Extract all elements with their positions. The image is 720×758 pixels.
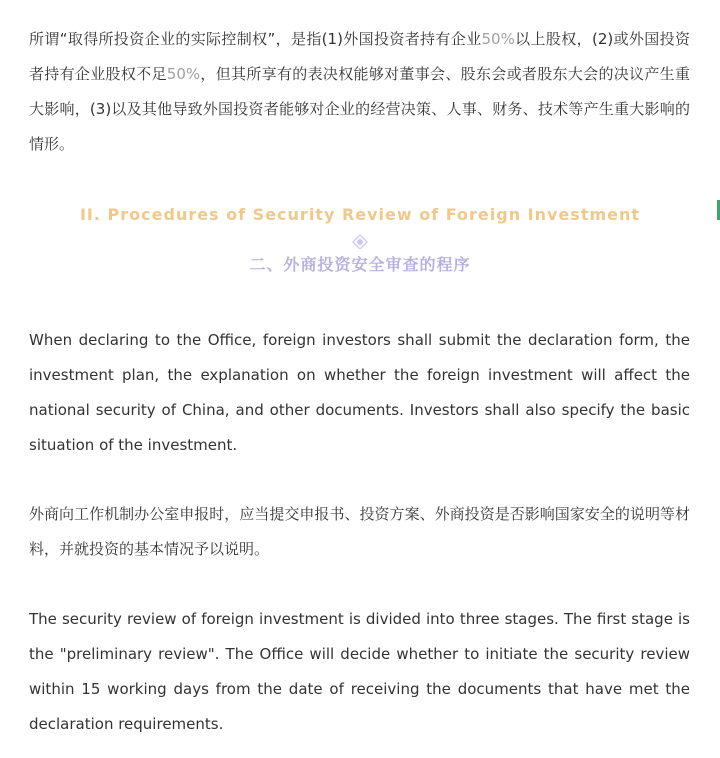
para1-text-2: 以上股权，(2)或外国投资者持有企业股权不足 <box>29 30 690 83</box>
section-divider <box>20 235 700 249</box>
declaration-english-paragraph: When declaring to the Office, foreign investors shall submit the declaration form, the investment plan, the explanation on whether the foreign investment will affect the national security of China, and other documents. Investors shall also specify the basic situation of the investment. <box>29 331 690 454</box>
section-title-english: II. Procedures of Security Review of Foreign Investment <box>79 205 641 224</box>
declaration-chinese-paragraph: 外商向工作机制办公室申报时，应当提交申报书、投资方案、外商投资是否影响国家安全的说明等材料，并就投资的基本情况予以说明。 <box>29 505 690 558</box>
percent-value-1: 50% <box>481 30 515 48</box>
review-stages-paragraph: The security review of foreign investment is divided into three stages. The first stage is the "preliminary review". The Office will decide whether to initiate the security review within 15 working days from the date of receiving the documents that have met the declaration requirements. <box>29 610 690 733</box>
para1-text-3: ，但其所享有的表决权能够对董事会、股东会或者股东大会的决议产生重大影响，(3)以及其他导致外国投资者能够对企业的经营决策、人事、财务、技术等产生重大影响的情形。 <box>29 65 690 153</box>
section-title-chinese: 二、外商投资安全审查的程序 <box>249 255 471 274</box>
control-definition-paragraph <box>29 22 690 162</box>
para1-text-1: 所谓“取得所投资企业的实际控制权”，是指(1)外国投资者持有企业 <box>29 30 482 48</box>
percent-value-2: 50% <box>166 65 201 83</box>
